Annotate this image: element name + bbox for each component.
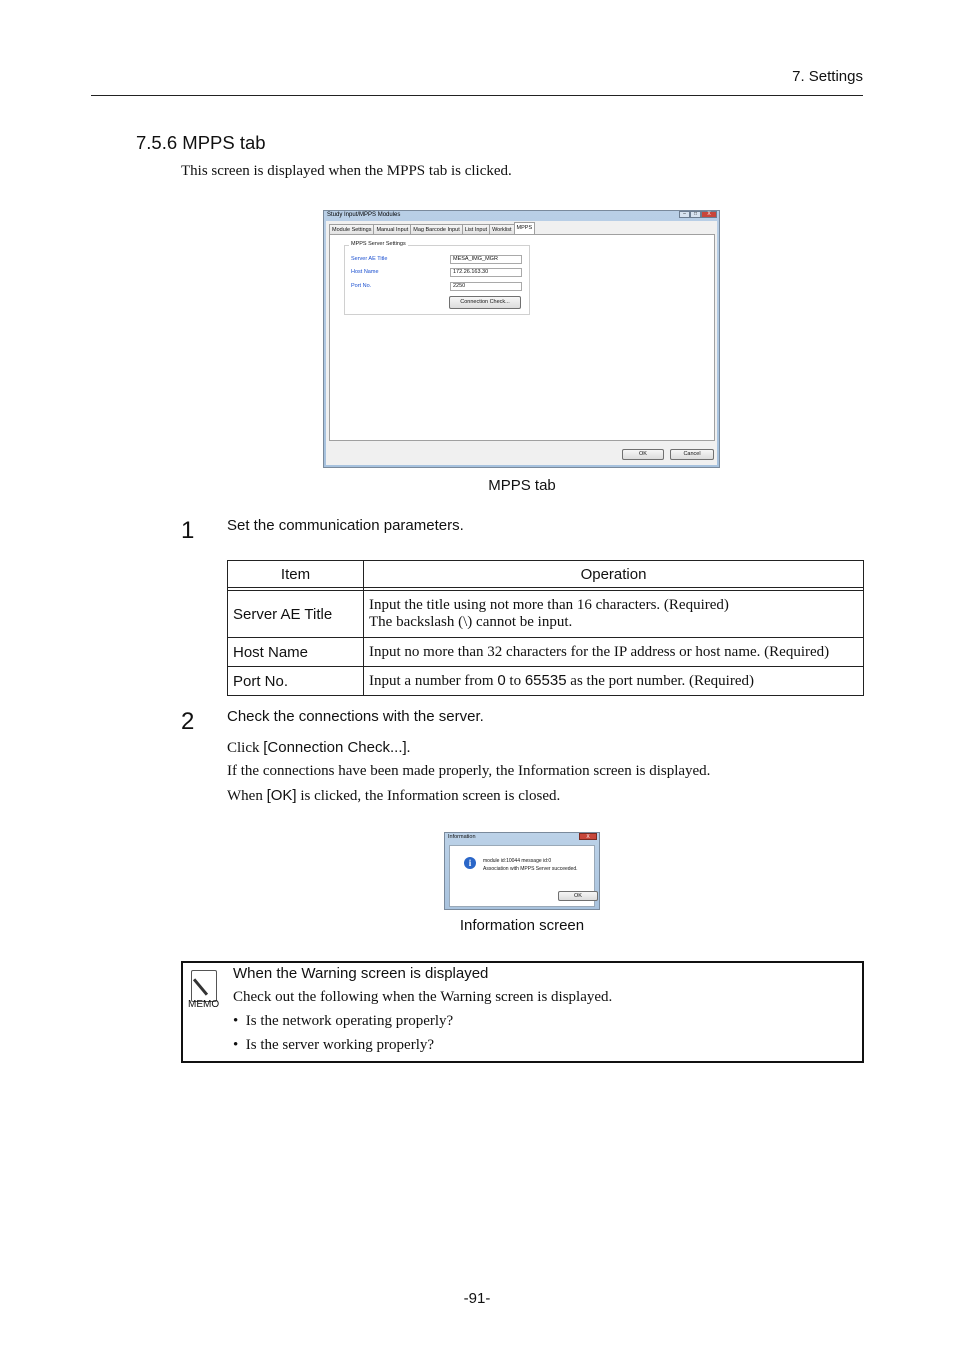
table-row xyxy=(228,667,864,696)
tab-module-settings[interactable]: Module Settings xyxy=(329,224,374,234)
close-icon[interactable]: X xyxy=(579,833,597,840)
memo-bullet: • Is the server working properly? xyxy=(233,1037,435,1053)
pen-icon xyxy=(193,978,208,995)
parameters-table xyxy=(227,560,864,696)
operation-cell xyxy=(364,667,864,696)
column-header-operation: Operation xyxy=(364,561,864,588)
step-text: Set the communication parameters. xyxy=(227,517,464,534)
memo-bullet-text: Is the network operating properly? xyxy=(245,1013,454,1029)
instruction-text: When xyxy=(227,788,267,804)
step-number: 2 xyxy=(181,708,195,735)
item-cell: Host Name xyxy=(228,638,364,667)
section-intro: This screen is displayed when the MPPS tab is clicked. xyxy=(181,163,512,179)
tab-manual-input[interactable]: Manual Input xyxy=(373,224,411,234)
window-controls xyxy=(679,211,717,218)
column-header-item: Item xyxy=(228,561,364,588)
step-text: Check the connections with the server. xyxy=(227,708,484,725)
tab-worklist[interactable]: Worklist xyxy=(489,224,514,234)
instruction-line xyxy=(227,787,560,805)
table-header-row xyxy=(228,561,864,588)
group-title: MPPS Server Settings xyxy=(351,241,406,247)
instruction-line xyxy=(227,739,410,757)
ok-reference: [OK] xyxy=(266,787,297,804)
dialog-message-line: module id:10044 message id:0 xyxy=(483,858,552,864)
host-name-label: Host Name xyxy=(351,269,379,275)
port-min-value: 0 xyxy=(497,672,506,689)
instruction-text: is clicked, the Information screen is closed. xyxy=(296,788,561,804)
memo-icon xyxy=(191,970,217,1002)
server-ae-title-input[interactable]: MESA_IMG_MGR xyxy=(450,255,522,264)
dialog-message-line: Association with MPPS Server succeeded. xyxy=(483,866,578,872)
window-title: Study Input/MPPS Modules xyxy=(327,212,401,218)
memo-title: When the Warning screen is displayed xyxy=(233,965,489,982)
section-title: 7.5.6 MPPS tab xyxy=(136,132,266,153)
operation-cell: Input no more than 32 characters for the IP address or host name. (Required) xyxy=(364,638,864,667)
mpps-server-settings-group xyxy=(344,241,530,315)
memo-bullet-text: Is the server working properly? xyxy=(245,1037,435,1053)
page-number: -91- xyxy=(463,1290,491,1307)
operation-line: The backslash (\) cannot be input. xyxy=(369,614,573,630)
port-max-value: 65535 xyxy=(524,672,567,689)
item-cell: Server AE Title xyxy=(228,591,364,638)
minimize-icon[interactable]: – xyxy=(679,211,690,218)
memo-box xyxy=(181,961,864,1063)
memo-bullet: • Is the network operating properly? xyxy=(233,1013,454,1029)
ok-button[interactable]: OK xyxy=(622,449,664,460)
close-icon[interactable]: X xyxy=(701,211,717,218)
dialog-body xyxy=(449,845,595,907)
operation-text: as the port number. (Required) xyxy=(566,673,754,689)
operation-text: Input a number from xyxy=(369,673,498,689)
tab-mpps[interactable]: MPPS xyxy=(514,222,536,234)
instruction-line: If the connections have been made properly, the Information screen is displayed. xyxy=(227,763,711,779)
chapter-header: 7. Settings xyxy=(792,68,863,85)
cancel-button[interactable]: Cancel xyxy=(670,449,714,460)
table-row xyxy=(228,591,864,638)
tab-mag-barcode-input[interactable]: Mag Barcode Input xyxy=(410,224,462,234)
operation-cell xyxy=(364,591,864,638)
operation-text: to xyxy=(505,673,525,689)
item-cell: Port No. xyxy=(228,667,364,696)
maximize-icon[interactable]: □ xyxy=(690,211,701,218)
mpps-tab-panel xyxy=(329,234,715,441)
memo-text: Check out the following when the Warning screen is displayed. xyxy=(233,989,613,1005)
figure-caption-mpps-tab: MPPS tab xyxy=(488,477,556,494)
tab-strip xyxy=(329,224,534,234)
figure-caption-information-screen: Information screen xyxy=(459,917,585,934)
server-ae-title-label: Server AE Title xyxy=(351,256,388,262)
operation-line: Input the title using not more than 16 characters. (Required) xyxy=(369,597,729,613)
tab-list-input[interactable]: List Input xyxy=(462,224,490,234)
window-body xyxy=(326,221,717,465)
connection-check-reference: [Connection Check...] xyxy=(263,739,407,756)
port-no-input[interactable]: 2250 xyxy=(450,282,522,291)
dialog-title: Information xyxy=(448,834,476,840)
dialog-ok-button[interactable]: OK xyxy=(558,891,598,901)
table-row xyxy=(228,638,864,667)
mpps-window-screenshot xyxy=(323,210,720,468)
host-name-input[interactable]: 172.26.163.30 xyxy=(450,268,522,277)
port-no-label: Port No. xyxy=(351,283,372,289)
information-dialog-screenshot xyxy=(444,832,600,910)
memo-icon-label: MEMO xyxy=(188,999,220,1010)
info-icon: i xyxy=(464,857,476,869)
instruction-text: . xyxy=(406,740,411,756)
header-rule xyxy=(91,95,863,96)
connection-check-button[interactable]: Connection Check... xyxy=(449,296,521,309)
instruction-text: Click xyxy=(227,740,264,756)
step-number: 1 xyxy=(181,517,195,544)
